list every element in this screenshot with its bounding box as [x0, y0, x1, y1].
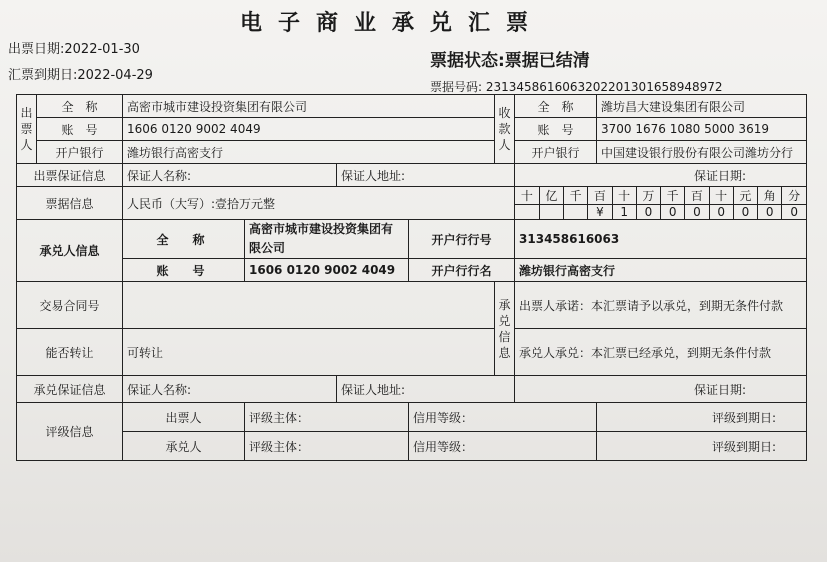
acceptor-bank-no-label: 开户行行号 [409, 220, 515, 259]
rating-info-label: 评级信息 [17, 403, 123, 461]
digit-header: 十 [612, 187, 636, 205]
drawer-bank: 潍坊银行高密支行 [123, 141, 495, 164]
contract-label: 交易合同号 [17, 282, 123, 329]
drawer-promise: 出票人承诺：本汇票请予以承兑，到期无条件付款 [515, 282, 807, 329]
digit-value [539, 205, 563, 220]
bill-info-label: 票据信息 [17, 187, 123, 220]
payee-section-label: 收款人 [495, 95, 515, 164]
digit-header: 百 [685, 187, 709, 205]
digit-header: 十 [709, 187, 733, 205]
rating-drawer-label: 出票人 [123, 403, 245, 432]
digit-value: ¥ [588, 205, 612, 220]
acceptor-info-label: 承兑人信息 [17, 220, 123, 282]
acceptor-name: 高密市城市建设投资集团有限公司 [245, 220, 409, 259]
digit-header: 千 [564, 187, 588, 205]
digit-value: 0 [685, 205, 709, 220]
acceptor-bank-name-label: 开户行行名 [409, 259, 515, 282]
accept-guarantee-label: 承兑保证信息 [17, 376, 123, 403]
rating-drawer-expiry: 评级到期日: [597, 403, 807, 432]
rating-drawer-grade: 信用等级： [409, 403, 597, 432]
digit-value: 0 [636, 205, 660, 220]
transfer-label: 能否转让 [17, 329, 123, 376]
drawer-account: 1606 0120 9002 4049 [123, 118, 495, 141]
issue-guarantee-label: 出票保证信息 [17, 164, 123, 187]
digit-value: 0 [709, 205, 733, 220]
drawer-name: 高密市城市建设投资集团有限公司 [123, 95, 495, 118]
issue-guarantee-date: 保证日期: [515, 164, 807, 187]
digit-value [515, 205, 539, 220]
acceptor-account: 1606 0120 9002 4049 [245, 259, 409, 282]
payee-name: 潍坊昌大建设集团有限公司 [597, 95, 807, 118]
payee-name-label: 全 称 [515, 95, 597, 118]
accept-guarantor-address: 保证人地址: [337, 376, 515, 403]
payee-account: 3700 1676 1080 5000 3619 [597, 118, 807, 141]
digit-value: 0 [733, 205, 757, 220]
digit-header: 百 [588, 187, 612, 205]
issue-guarantor-address: 保证人地址: [337, 164, 515, 187]
digit-value: 0 [661, 205, 685, 220]
digit-header: 元 [733, 187, 757, 205]
rating-acceptor-grade: 信用等级： [409, 432, 597, 461]
document-title: 电子商业承兑汇票 [240, 11, 545, 36]
digit-header: 角 [758, 187, 782, 205]
issue-date: 出票日期:2022-01-30 [8, 42, 140, 57]
amount-in-words: 人民币（大写）:壹拾万元整 [123, 187, 515, 220]
digit-header: 十 [515, 187, 539, 205]
drawer-bank-label: 开户银行 [37, 141, 123, 164]
digit-value [564, 205, 588, 220]
rating-drawer-subject: 评级主体： [245, 403, 409, 432]
payee-bank: 中国建设银行股份有限公司潍坊分行 [597, 141, 807, 164]
drawer-section-label: 出票人 [17, 95, 37, 164]
amount-digits-grid [515, 187, 806, 219]
payee-bank-label: 开户银行 [515, 141, 597, 164]
rating-acceptor-subject: 评级主体： [245, 432, 409, 461]
digit-header: 亿 [539, 187, 563, 205]
contract-number [123, 282, 495, 329]
digit-header: 万 [636, 187, 660, 205]
acceptor-bank-name: 潍坊银行高密支行 [515, 259, 807, 282]
bill-table [16, 94, 807, 461]
digit-header: 千 [661, 187, 685, 205]
drawer-acct-label: 账 号 [37, 118, 123, 141]
digit-value: 1 [612, 205, 636, 220]
bill-status: 票据状态:票据已结清 [430, 51, 590, 71]
rating-acceptor-label: 承兑人 [123, 432, 245, 461]
accept-guarantee-date: 保证日期: [515, 376, 807, 403]
amount-digits-cell [515, 187, 807, 220]
accept-guarantor-name: 保证人名称: [123, 376, 337, 403]
acceptor-name-label: 全 称 [123, 220, 245, 259]
acceptor-promise: 承兑人承兑：本汇票已经承兑，到期无条件付款 [515, 329, 807, 376]
payee-acct-label: 账 号 [515, 118, 597, 141]
acceptor-acct-label: 账 号 [123, 259, 245, 282]
due-date: 汇票到期日:2022-04-29 [8, 68, 153, 83]
acceptor-bank-no: 313458616063 [515, 220, 807, 259]
drawer-name-label: 全 称 [37, 95, 123, 118]
digit-value: 0 [758, 205, 782, 220]
rating-acceptor-expiry: 评级到期日: [597, 432, 807, 461]
bill-number: 票据号码: 2313458616063202201301658948972 [430, 80, 723, 94]
transfer-value: 可转让 [123, 329, 495, 376]
digit-header: 分 [782, 187, 806, 205]
digit-value: 0 [782, 205, 806, 220]
acceptance-info-label: 承兑信息 [495, 282, 515, 376]
issue-guarantor-name: 保证人名称: [123, 164, 337, 187]
